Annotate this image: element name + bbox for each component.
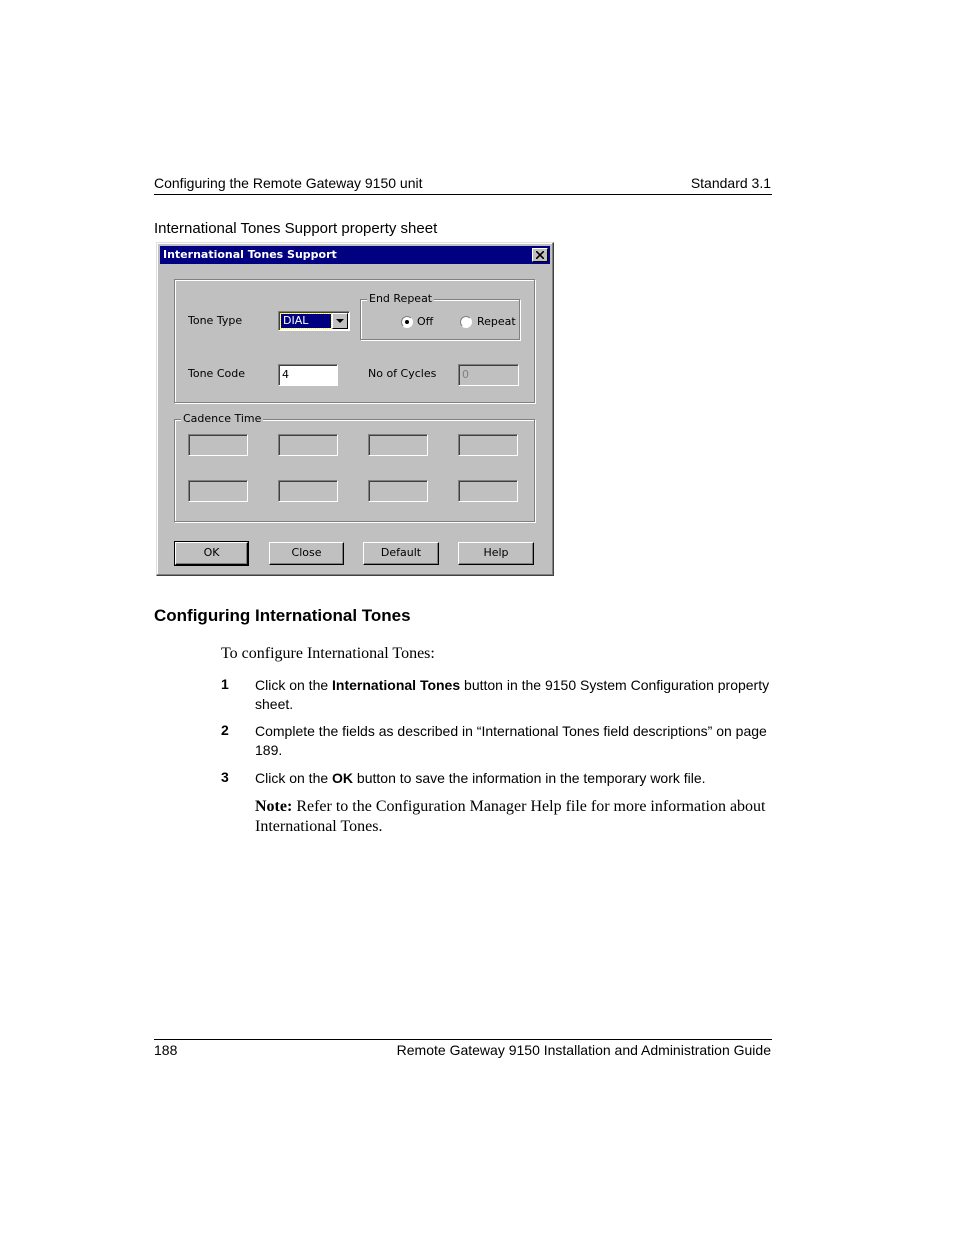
international-tones-dialog <box>156 242 554 576</box>
step-1-bold: International Tones <box>332 677 461 693</box>
close-button[interactable]: Close <box>269 542 344 565</box>
cadence-field[interactable] <box>458 480 518 502</box>
footer-rule <box>154 1039 772 1040</box>
running-header-right: Standard 3.1 <box>690 175 771 191</box>
step-3-post: button to save the information in the temporary work file. <box>353 770 706 786</box>
cadence-field[interactable] <box>458 434 518 456</box>
note-text: Refer to the Configuration Manager Help file for more information about International Tones. <box>255 798 766 835</box>
radio-repeat[interactable] <box>460 316 472 328</box>
radio-off[interactable] <box>401 316 413 328</box>
cadence-field[interactable] <box>368 434 428 456</box>
dialog-title: International Tones Support <box>163 248 337 261</box>
note-label: Note: <box>255 798 293 815</box>
note <box>255 797 775 837</box>
header-rule <box>154 194 772 195</box>
radio-off-label: Off <box>417 315 434 328</box>
step-number: 1 <box>221 676 229 692</box>
chevron-down-icon[interactable] <box>332 313 348 329</box>
default-button[interactable]: Default <box>363 542 439 565</box>
cadence-field[interactable] <box>188 480 248 502</box>
intro-text: To configure International Tones: <box>221 645 435 662</box>
radio-repeat-label: Repeat <box>477 315 516 328</box>
cadence-field[interactable] <box>278 434 338 456</box>
cycles-input[interactable]: 0 <box>458 364 519 386</box>
step-number: 2 <box>221 722 229 738</box>
ok-button[interactable]: OK <box>175 542 248 565</box>
step-3-text <box>255 769 775 788</box>
dialog-titlebar[interactable] <box>160 246 550 264</box>
step-2-text: Complete the fields as described in “International Tones field descriptions” on page 189. <box>255 723 767 758</box>
cycles-label: No of Cycles <box>368 367 437 380</box>
radio-selected-dot <box>405 320 409 324</box>
step-1-pre: Click on the <box>255 677 333 693</box>
close-icon[interactable] <box>532 248 548 262</box>
tone-code-label: Tone Code <box>188 367 245 380</box>
running-header-left: Configuring the Remote Gateway 9150 unit <box>154 175 423 191</box>
step-number: 3 <box>221 769 229 785</box>
cadence-field[interactable] <box>278 480 338 502</box>
tone-code-input[interactable]: 4 <box>278 364 338 386</box>
step-3-pre: Click on the <box>255 770 333 786</box>
cadence-field[interactable] <box>188 434 248 456</box>
tone-type-select[interactable] <box>278 311 350 331</box>
cadence-field[interactable] <box>368 480 428 502</box>
tone-type-selected: DIAL <box>281 314 331 328</box>
section-title: Configuring International Tones <box>154 606 411 625</box>
tone-type-label: Tone Type <box>188 314 243 327</box>
step-1-post: button in the 9150 System Configuration property sheet. <box>255 677 770 712</box>
figure-caption: International Tones Support property sheet <box>154 220 438 237</box>
page-number: 188 <box>154 1042 178 1058</box>
footer-title: Remote Gateway 9150 Installation and Administration Guide <box>396 1042 771 1058</box>
end-repeat-label: End Repeat <box>369 292 433 305</box>
step-3-bold: OK <box>332 770 354 786</box>
help-button[interactable]: Help <box>458 542 534 565</box>
step-1-text <box>255 676 775 714</box>
cadence-time-label: Cadence Time <box>183 412 262 425</box>
